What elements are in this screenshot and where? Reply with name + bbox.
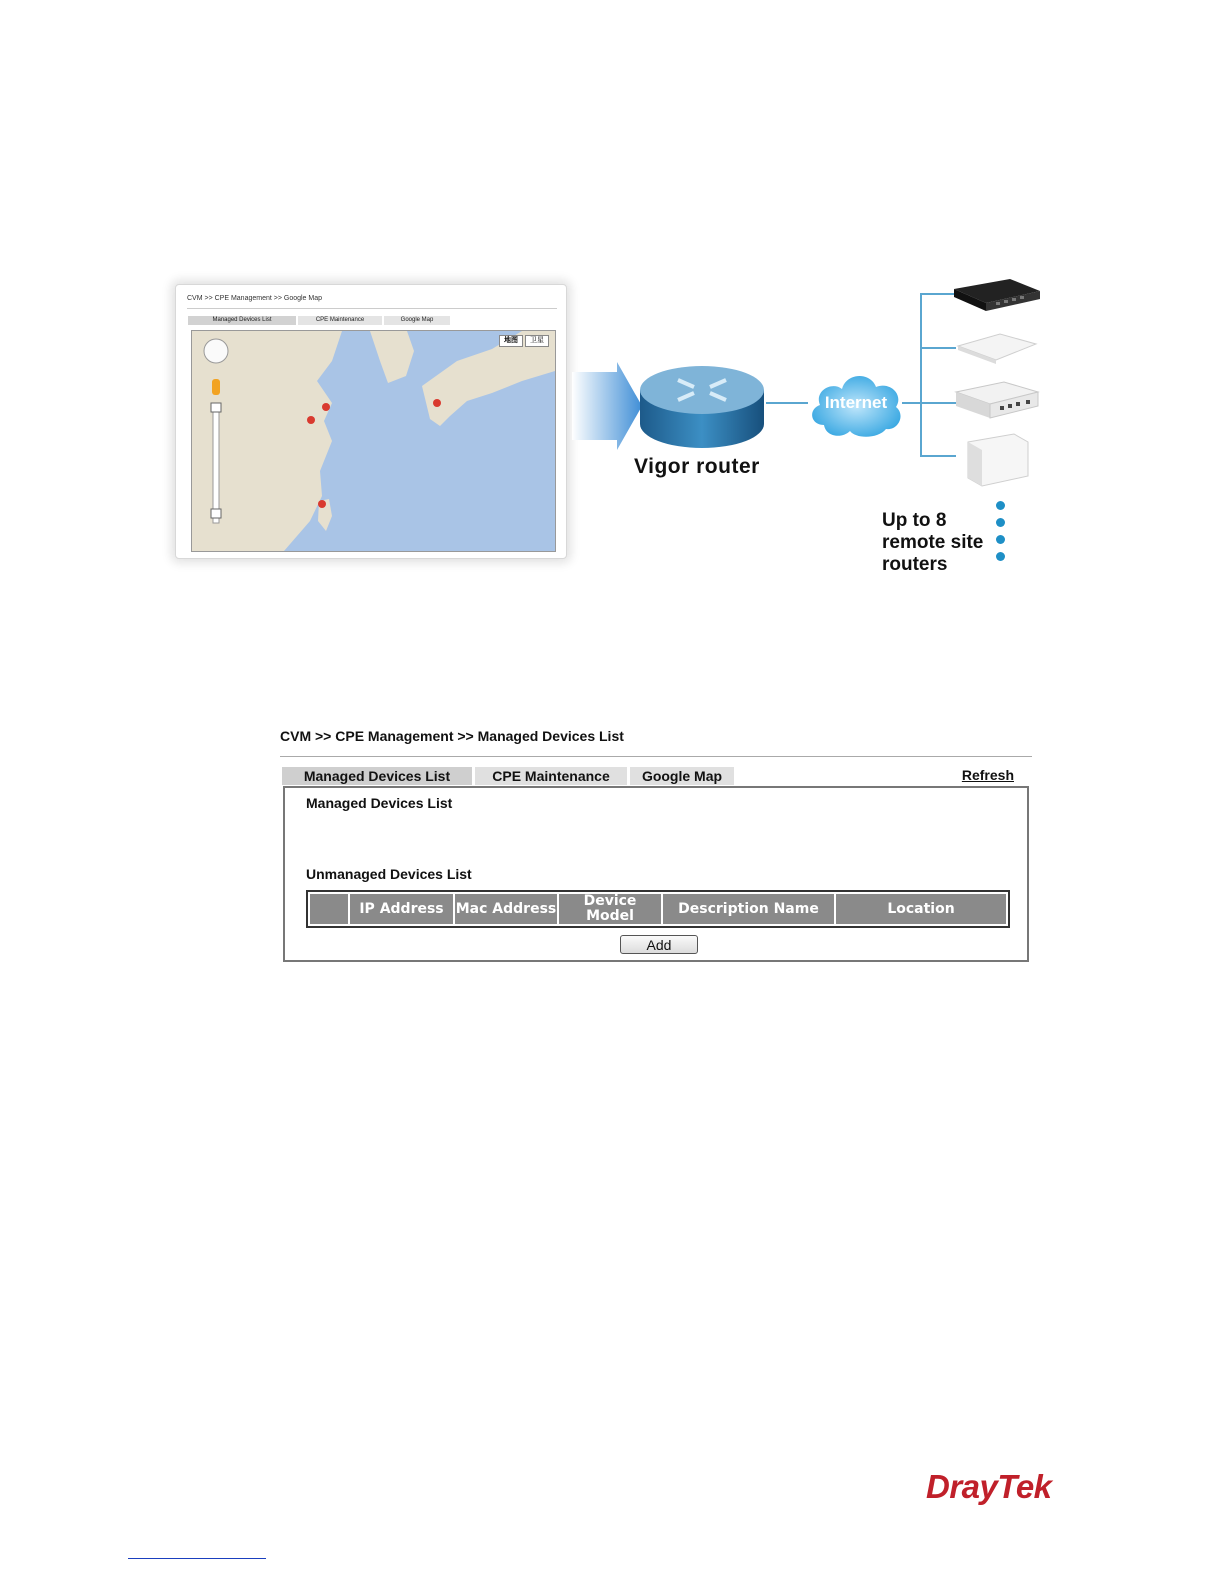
column-header-mac-address: Mac Address <box>455 894 557 924</box>
remote-router-3-icon <box>954 380 1040 422</box>
ellipsis-dots <box>996 501 1006 569</box>
logo-text-1: Dray <box>926 1468 998 1505</box>
internet-label: Internet <box>824 393 888 412</box>
column-header-location: Location <box>836 894 1006 924</box>
internet-cloud-icon <box>806 365 906 440</box>
map-graphic <box>192 331 555 551</box>
column-header-ip-address: IP Address <box>350 894 453 924</box>
managed-devices-page <box>280 728 1032 953</box>
tab-cpe-maintenance[interactable]: CPE Maintenance <box>475 767 627 785</box>
devices-panel <box>283 786 1029 962</box>
google-map-screenshot <box>175 284 567 559</box>
branch-2 <box>920 347 956 349</box>
logo-text-2: Tek <box>997 1468 1052 1505</box>
unmanaged-devices-heading: Unmanaged Devices List <box>306 866 472 882</box>
map-divider <box>187 308 557 309</box>
remote-sites-label <box>882 510 983 576</box>
dot <box>996 535 1005 544</box>
dot <box>996 501 1005 510</box>
unmanaged-devices-table <box>306 890 1010 928</box>
column-header-description-name: Description Name <box>663 894 834 924</box>
add-button[interactable]: Add <box>620 935 698 954</box>
branch-3 <box>920 402 956 404</box>
remote-label-line-2: remote site <box>882 532 984 553</box>
router-link <box>766 402 808 404</box>
map-tab-bar <box>188 316 558 326</box>
map-view[interactable] <box>191 330 556 552</box>
map-type-switch <box>499 335 549 347</box>
router-label: Vigor router <box>634 455 760 478</box>
map-tab-maintenance[interactable]: CPE Maintenance <box>298 316 382 325</box>
branch-1 <box>920 293 956 295</box>
column-header-select <box>310 894 348 924</box>
big-arrow-icon <box>572 362 642 450</box>
tab-bar <box>282 767 1032 786</box>
remote-label-line-3: routers <box>882 554 948 575</box>
branch-4 <box>920 455 956 457</box>
branch-trunk <box>920 293 922 456</box>
breadcrumb-divider <box>280 756 1032 757</box>
remote-label-line-1: Up to 8 <box>882 510 947 531</box>
map-type-map[interactable]: 地图 <box>499 335 523 347</box>
tab-google-map[interactable]: Google Map <box>630 767 734 785</box>
map-tab-google-map[interactable]: Google Map <box>384 316 450 325</box>
dot <box>996 518 1005 527</box>
draytek-logo <box>926 1468 1052 1506</box>
remote-router-2-icon <box>956 330 1038 366</box>
map-type-satellite[interactable]: 卫星 <box>525 335 549 347</box>
remote-router-4-icon <box>962 432 1034 488</box>
dot <box>996 552 1005 561</box>
footer-link-underline <box>128 1558 266 1559</box>
remote-router-1-icon <box>952 277 1042 315</box>
page-breadcrumb: CVM >> CPE Management >> Managed Devices List <box>280 728 624 744</box>
refresh-link[interactable]: Refresh <box>961 767 1014 783</box>
tab-managed-devices-list[interactable]: Managed Devices List <box>282 767 472 785</box>
map-tab-managed[interactable]: Managed Devices List <box>188 316 296 325</box>
column-header-device-model: Device Model <box>559 894 661 924</box>
map-breadcrumb: CVM >> CPE Management >> Google Map <box>187 295 323 302</box>
internet-link <box>902 402 922 404</box>
managed-devices-heading: Managed Devices List <box>306 795 453 811</box>
vigor-router-icon <box>638 360 766 450</box>
